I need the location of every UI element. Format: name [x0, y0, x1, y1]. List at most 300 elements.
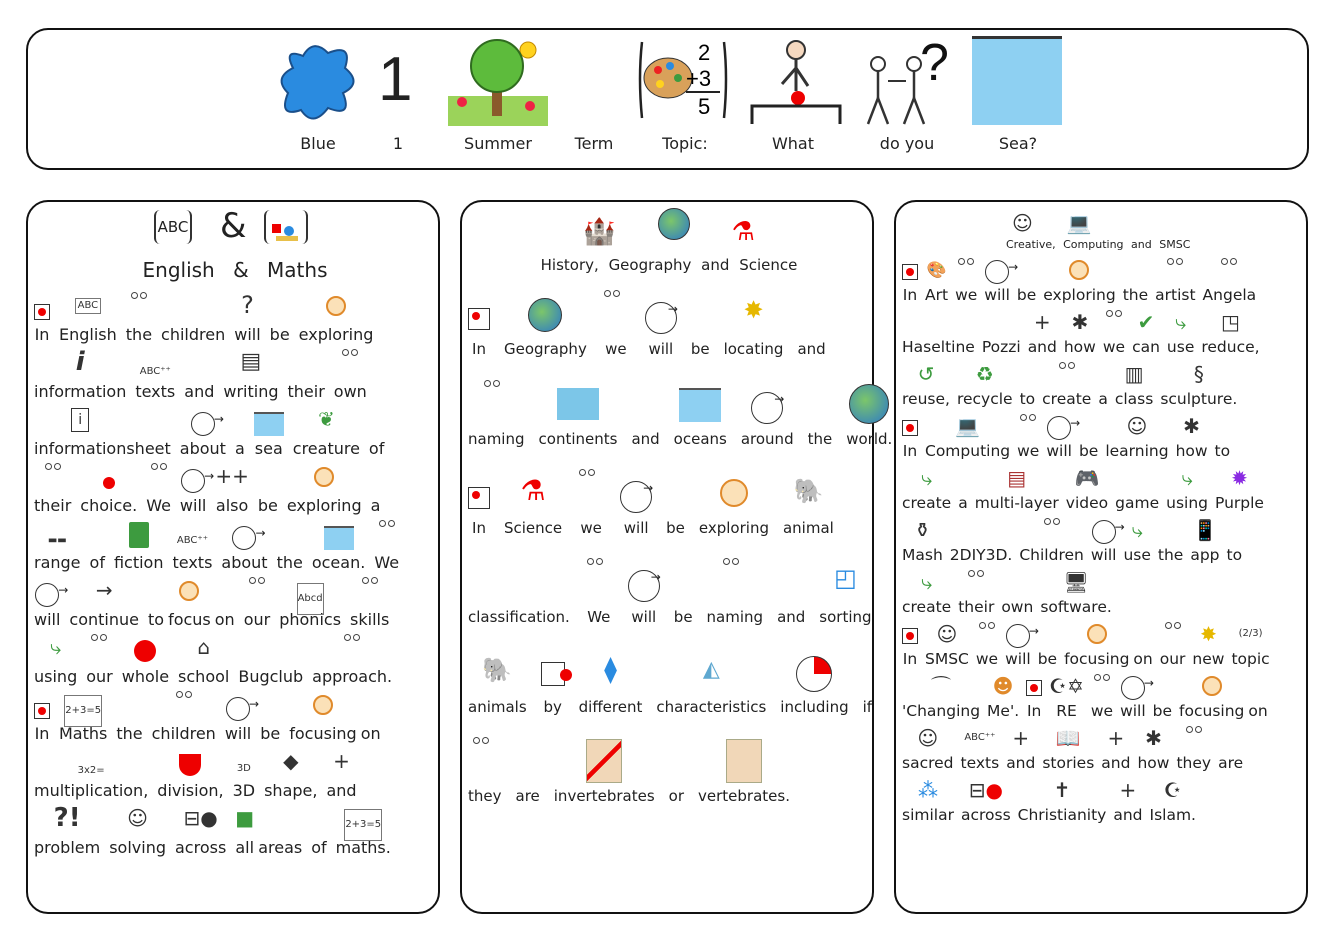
symbol-slot [1042, 360, 1091, 388]
symbol-slot [1120, 672, 1146, 700]
word: new [1192, 650, 1225, 668]
word: can [1132, 338, 1160, 356]
symbol-word [172, 518, 212, 572]
symbol-word [504, 467, 562, 537]
symbol-word [361, 689, 381, 743]
creative-computing-smsc-panel [894, 200, 1308, 914]
symbol-word [902, 516, 943, 564]
word: texts [172, 553, 213, 572]
col1-line-8 [34, 689, 390, 743]
symbol-slot [254, 404, 284, 438]
symbol-icon: ☪✡ [1049, 674, 1084, 698]
symbol-icon [955, 256, 977, 284]
word: and [326, 781, 357, 800]
symbol-word [180, 404, 226, 458]
symbol-slot [126, 290, 152, 324]
symbol-word [669, 735, 684, 805]
symbol-word [1064, 620, 1129, 668]
symbol-word [1201, 308, 1259, 356]
symbol-icon [481, 378, 511, 418]
symbol-word [86, 632, 113, 686]
symbol-slot [1098, 360, 1108, 388]
symbol-word [955, 256, 977, 304]
symbol-word [215, 461, 249, 515]
symbol-slot [270, 290, 290, 324]
symbol-icon: ✝ [1053, 778, 1071, 802]
symbol-slot [691, 288, 710, 338]
symbol-slot [90, 518, 105, 552]
symbol-word [260, 689, 280, 743]
symbol-slot [238, 632, 303, 666]
symbol-word [1043, 256, 1115, 304]
symbol-word [674, 556, 693, 626]
symbol-word [957, 360, 1013, 408]
symbol-slot [116, 689, 142, 723]
word: In [902, 442, 918, 460]
word: own [333, 382, 367, 401]
symbol-slot [34, 290, 50, 324]
word: artist [1155, 286, 1196, 304]
symbol-word [126, 404, 170, 458]
symbol-slot [1079, 412, 1098, 440]
word: we [1102, 338, 1126, 356]
word: In [34, 724, 50, 743]
symbol-slot [724, 288, 784, 338]
word: of [89, 553, 105, 572]
col2-line-1 [468, 288, 840, 358]
symbol-word [958, 568, 994, 616]
word: be [257, 496, 278, 515]
heading-history: History, [540, 256, 599, 274]
symbol-word [1218, 724, 1243, 772]
symbol-slot [863, 646, 872, 696]
symbol-word [656, 646, 766, 716]
word: exploring [298, 325, 374, 344]
symbol-word [902, 464, 951, 512]
symbol-slot [1176, 724, 1211, 752]
word: be [673, 608, 693, 626]
symbol-slot [1160, 620, 1186, 648]
symbol-word [293, 404, 360, 458]
word: the [1122, 286, 1149, 304]
heading-computing: Computing [1063, 238, 1124, 251]
word: to [148, 610, 165, 629]
symbol-slot [541, 646, 565, 696]
symbol-slot [631, 378, 659, 428]
symbol-icon [1047, 416, 1071, 440]
symbol-icon: ✱ [1145, 726, 1162, 750]
symbol-icon: 🖥 [1063, 570, 1089, 594]
symbol-word [371, 461, 381, 515]
symbol-slot [114, 518, 164, 552]
symbol-icon: i [71, 408, 89, 432]
word: the [125, 325, 153, 344]
word: a [234, 439, 245, 458]
ampersand-symbol: & [220, 206, 247, 246]
symbol-slot [350, 575, 389, 609]
symbol-icon: ABC [75, 298, 102, 314]
header-word-term: Term [574, 134, 614, 153]
symbol-word [1215, 464, 1264, 512]
symbol-word [1005, 620, 1031, 668]
word: game [1115, 494, 1160, 512]
word: be [666, 519, 685, 537]
symbol-word [1132, 308, 1160, 356]
symbol-slot [277, 518, 303, 552]
word: In [472, 340, 486, 358]
symbol-slot [1066, 464, 1108, 492]
word: be [1152, 702, 1173, 720]
symbol-slot [369, 404, 384, 438]
word: range [34, 553, 81, 572]
symbol-slot [312, 518, 365, 552]
symbol-slot [1150, 776, 1196, 804]
symbol-word [863, 646, 872, 716]
word: continue [69, 610, 139, 629]
symbol-slot [135, 347, 175, 381]
word: 'Changing [902, 702, 981, 720]
symbol-word [699, 467, 769, 537]
symbol-slot [955, 256, 977, 284]
symbol-icon: + [333, 749, 350, 773]
symbol-word [674, 378, 727, 448]
col1-line-10 [34, 803, 400, 857]
symbol-icon: ⌒ [931, 674, 952, 698]
word: shape, [264, 781, 318, 800]
symbol-word [961, 724, 1000, 772]
symbol-word [1042, 724, 1094, 772]
symbol-icon [468, 487, 490, 509]
symbol-icon [557, 388, 599, 420]
symbol-slot [1190, 516, 1219, 544]
word: of [311, 838, 327, 857]
symbol-word [1192, 620, 1224, 668]
word: how [1175, 442, 1208, 460]
word: Me'. [987, 702, 1020, 720]
symbol-word [1176, 412, 1208, 460]
symbol-word [631, 378, 659, 448]
word: texts [135, 382, 176, 401]
col1-line-6 [34, 575, 398, 629]
symbol-icon: ✱ [1071, 310, 1089, 334]
word: invertebrates [553, 787, 655, 805]
heading-creative: Creative, [1006, 238, 1056, 251]
col3-line-2 [902, 308, 1267, 356]
word: In [902, 286, 918, 304]
symbol-word [1026, 672, 1042, 720]
symbol-word [1113, 776, 1142, 824]
symbol-word [925, 412, 1010, 460]
word: they [468, 787, 502, 805]
symbol-word [1091, 516, 1117, 564]
math-mid: +3 [686, 66, 712, 91]
word: how [1063, 338, 1096, 356]
word: 3D [232, 781, 256, 800]
symbol-word [1028, 308, 1057, 356]
symbol-word [783, 467, 834, 537]
symbol-slot [1042, 724, 1094, 752]
word: across [960, 806, 1011, 824]
word: by [543, 698, 562, 716]
symbol-icon: ▬▬ [47, 535, 67, 546]
word: multiplication, [34, 781, 149, 800]
word: a [1098, 390, 1108, 408]
symbol-slot [288, 347, 325, 381]
word: will [34, 610, 61, 629]
symbol-word [1160, 360, 1237, 408]
word: We [587, 608, 611, 626]
word: a [958, 494, 968, 512]
symbol-slot [1137, 724, 1169, 752]
abc-icon: ABC [154, 210, 192, 244]
symbol-slot [707, 556, 764, 606]
symbol-icon [88, 632, 110, 660]
symbol-icon: ✔ [1137, 310, 1155, 334]
symbol-icon: ✱ [1183, 414, 1200, 438]
heading-geography: Geography [608, 256, 692, 274]
symbol-slot [1019, 516, 1084, 544]
symbol-slot [925, 620, 969, 648]
col3-line-7 [902, 568, 1119, 616]
symbol-word [34, 404, 126, 458]
symbol-icon [985, 260, 1009, 284]
symbol-icon [1041, 516, 1063, 544]
symbol-icon [1164, 256, 1186, 284]
symbol-icon: ☺ [936, 622, 958, 646]
english-maths-heading [28, 258, 442, 282]
symbol-word [299, 290, 374, 344]
symbol-word [1115, 360, 1153, 408]
word: our [86, 667, 113, 686]
word: We [374, 553, 400, 572]
symbol-slot [976, 620, 998, 648]
word: Haseltine [902, 338, 975, 356]
symbol-icon: ++ [215, 464, 249, 488]
word: a [370, 496, 381, 515]
symbol-word [925, 256, 948, 304]
symbol-icon [902, 420, 918, 436]
symbol-slot [982, 308, 1021, 336]
symbol-icon [751, 392, 783, 424]
header-word-sea: Sea? [998, 134, 1038, 153]
symbol-word [288, 347, 325, 401]
col2-line-3 [468, 467, 848, 537]
symbol-word [225, 689, 251, 743]
symbol-slot [579, 646, 643, 696]
word: approach. [312, 667, 393, 686]
symbol-word [777, 556, 805, 626]
symbol-icon: + [1012, 726, 1030, 750]
word: and [1113, 806, 1143, 824]
symbol-slot [34, 404, 126, 438]
word: our [1159, 650, 1186, 668]
symbol-slot [1192, 620, 1224, 648]
symbol-word [34, 290, 50, 344]
symbol-word [724, 288, 784, 358]
symbol-icon: ◭ [702, 657, 720, 682]
symbol-word [504, 288, 587, 358]
symbol-word [234, 290, 260, 344]
symbol-icon [103, 477, 115, 489]
symbol-word [741, 378, 794, 448]
word: will [1005, 650, 1031, 668]
symbol-slot [957, 360, 1013, 388]
word: Pozzi [981, 338, 1021, 356]
word: In [472, 519, 486, 537]
symbol-word [34, 461, 71, 515]
word: In [902, 650, 918, 668]
symbol-icon: ⚗ [731, 217, 755, 247]
symbol-word [1042, 360, 1091, 408]
svg-text:?: ? [920, 36, 949, 92]
word: on [1248, 702, 1268, 720]
word: Islam. [1149, 806, 1196, 824]
symbol-word [258, 803, 302, 857]
symbol-word [628, 556, 660, 626]
symbol-icon: ♻ [975, 362, 994, 386]
symbol-icon: ⤷ [921, 466, 933, 490]
symbol-word [1046, 412, 1072, 460]
word: we [580, 519, 602, 537]
symbol-slot [1203, 256, 1257, 284]
symbol-word [961, 776, 1011, 824]
symbol-icon: Abcd [297, 583, 324, 615]
heading-amp: & [233, 258, 249, 282]
symbol-icon [324, 526, 354, 550]
symbol-icon: 2+3=5 [344, 809, 382, 841]
symbol-word [902, 256, 918, 304]
symbol-slot [1001, 568, 1033, 596]
word: sacred [902, 754, 954, 772]
symbol-word [1064, 308, 1096, 356]
symbol-icon: 🐘 [482, 656, 513, 684]
symbol-icon: ABC⁺⁺ [176, 535, 208, 546]
symbol-word [34, 746, 148, 800]
symbol-slot [554, 735, 655, 785]
symbol-word [902, 360, 950, 408]
col3-heading-icons [1012, 208, 1092, 238]
symbol-word [1158, 516, 1183, 564]
symbol-word [1203, 256, 1257, 304]
symbol-slot [312, 632, 392, 666]
symbol-word [1017, 256, 1036, 304]
symbol-icon [376, 518, 398, 546]
symbol-icon [1017, 412, 1039, 440]
symbol-icon [35, 583, 59, 607]
symbol-slot [666, 467, 685, 517]
symbol-word [1038, 620, 1057, 668]
symbol-word [258, 461, 278, 515]
word: also [215, 496, 249, 515]
symbol-slot [516, 735, 540, 785]
word: and [1101, 754, 1131, 772]
symbol-word [135, 347, 175, 401]
symbol-word [1017, 412, 1039, 460]
symbol-slot [299, 290, 374, 324]
word: exploring [698, 519, 769, 537]
symbol-word [69, 575, 139, 629]
symbol-slot [925, 412, 1010, 440]
symbol-slot [34, 461, 71, 495]
symbol-slot [34, 746, 148, 780]
word: writing [223, 382, 279, 401]
symbol-icon [679, 388, 721, 422]
symbol-icon: ☺ [917, 726, 939, 750]
word: fiction [113, 553, 164, 572]
symbol-slot [902, 620, 918, 648]
symbol-icon: ☪ [1163, 778, 1182, 802]
maths-ruler-icon [264, 210, 308, 244]
word: Bugclub [238, 667, 304, 686]
what-figure-icon [746, 36, 846, 126]
symbol-slot [34, 803, 100, 837]
symbol-word [122, 632, 169, 686]
symbol-slot [902, 464, 951, 492]
symbol-icon [191, 412, 215, 436]
symbol-icon [720, 556, 750, 596]
symbol-slot [504, 467, 562, 517]
math-bot: 5 [698, 94, 711, 119]
symbol-slot [902, 256, 918, 284]
word: the [276, 553, 303, 572]
symbol-slot [1215, 464, 1264, 492]
symbol-word [326, 746, 356, 800]
word: create [1042, 390, 1092, 408]
symbol-word [576, 467, 606, 537]
symbol-slot [797, 288, 825, 338]
symbol-word [178, 632, 229, 686]
col3-line-6 [902, 516, 1249, 564]
word: Angela [1202, 286, 1257, 304]
symbol-slot [172, 518, 212, 552]
symbol-slot [1115, 360, 1153, 388]
symbol-icon: ▥ [1124, 362, 1144, 386]
symbol-slot [576, 467, 606, 517]
symbol-slot [777, 556, 805, 606]
symbol-word [287, 461, 362, 515]
col1-line-4 [34, 461, 389, 515]
word: we [1017, 442, 1040, 460]
word: We [146, 496, 171, 515]
word: are [515, 787, 540, 805]
symbol-icon: ABC⁺⁺ [139, 366, 171, 377]
word: learning [1105, 442, 1169, 460]
symbol-slot [1105, 412, 1168, 440]
symbol-icon: ⌂ [197, 635, 211, 659]
symbol-icon: → [95, 578, 113, 602]
word: recycle [956, 390, 1013, 408]
symbol-word [264, 746, 317, 800]
symbol-icon: ☻ [992, 674, 1014, 698]
word: and [631, 430, 660, 448]
symbol-slot [1064, 308, 1096, 336]
symbol-icon [339, 347, 361, 375]
header-word-topic: Topic: [662, 134, 708, 153]
symbol-word [1123, 516, 1150, 564]
symbol-slot [1155, 256, 1195, 284]
symbol-slot [86, 632, 113, 666]
symbol-slot [326, 746, 356, 780]
symbol-slot [80, 461, 137, 495]
symbol-word [334, 347, 367, 401]
col1-line-7 [34, 632, 401, 686]
symbol-icon: ▤ [240, 349, 262, 374]
word: stories [1042, 754, 1095, 772]
word: on [360, 724, 381, 743]
symbol-icon [1092, 520, 1116, 544]
symbol-slot [1166, 464, 1208, 492]
word: the [116, 724, 143, 743]
